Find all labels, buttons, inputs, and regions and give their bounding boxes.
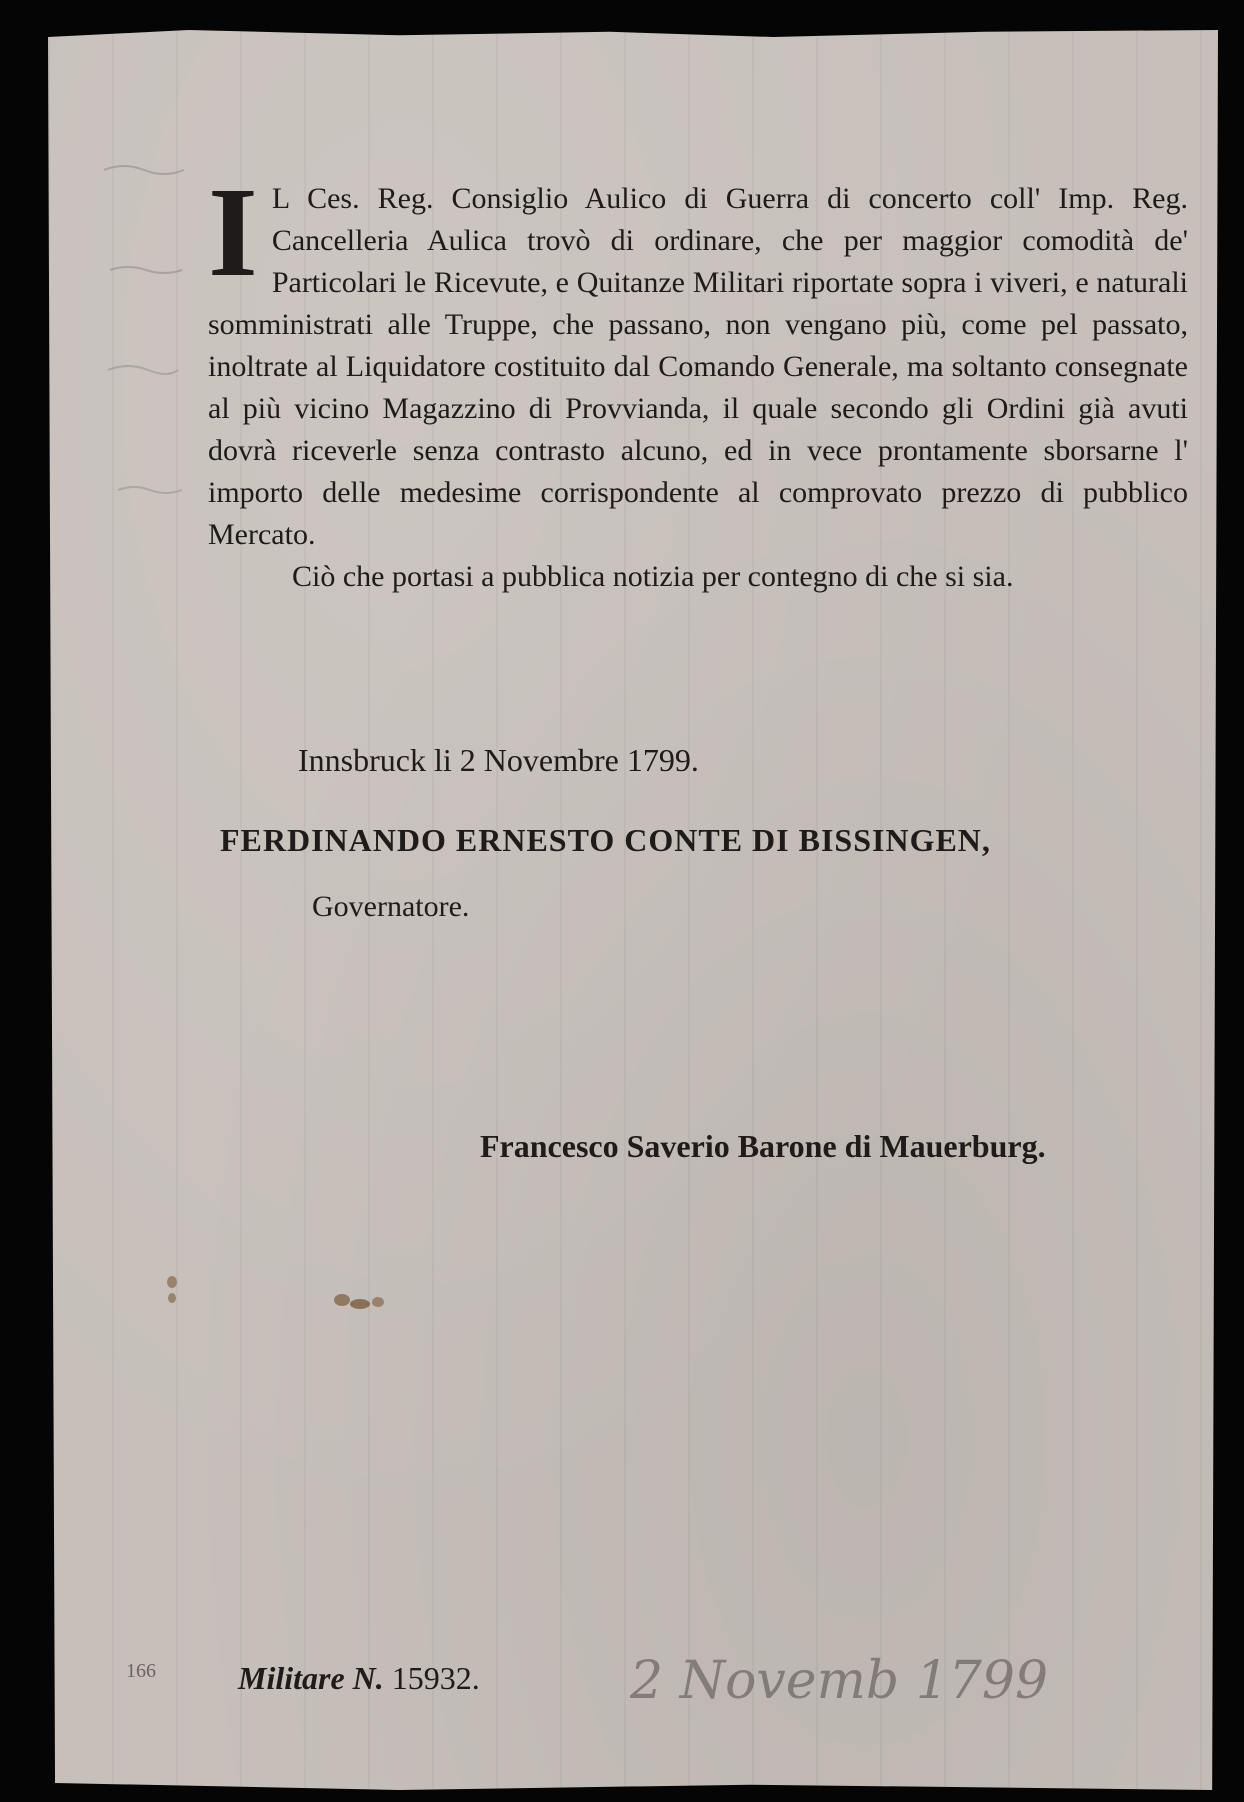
dropcap-letter: I (208, 161, 258, 303)
footer-number: 15932. (391, 1660, 480, 1696)
footer-reference (238, 1660, 480, 1697)
handwritten-date-text: 2 Novemb 1799 (630, 1651, 1049, 1711)
closing-paragraph: Ciò che portasi a pubblica notizia per contegno di che si sia. (292, 560, 1014, 593)
signer-title: Governatore. (312, 890, 470, 923)
handwritten-date-note (620, 1640, 1110, 1720)
footer-label: Militare N. (238, 1660, 384, 1696)
cosigner-name: Francesco Saverio Barone di Mauerburg. (480, 1128, 1046, 1164)
faded-margin-notes (96, 110, 216, 570)
page-marker: 166 (126, 1660, 156, 1682)
dateline: Innsbruck li 2 Novembre 1799. (298, 742, 699, 778)
signer-name: FERDINANDO ERNESTO CONTE DI BISSINGEN, (220, 822, 991, 858)
paper-stain-small (160, 1272, 184, 1308)
main-paragraph: L Ces. Reg. Consiglio Aulico di Guerra di concerto coll' Imp. Reg. Cancelleria Aulica trovò di ordinare, che per maggior comodità de' Particolari le Ricevute, e Quitanze Militari riportate sopra i viveri, e naturali somministrati alle Truppe, che passano, non vengano più, come pel passato, inoltrate al Liquidatore costituito dal Comando Generale, ma soltanto consegnate al più vicino Magazzino di Provvianda, il quale secondo gli Ordini già avuti dovrà riceverle senza contrasto alcuno, ed in vece prontamente sborsarne l' importo delle medesime corrispondente al comprovato prezzo di pubblico Mercato. (208, 182, 1188, 551)
paper-stain (322, 1280, 392, 1320)
proclamation-body (208, 161, 1188, 598)
